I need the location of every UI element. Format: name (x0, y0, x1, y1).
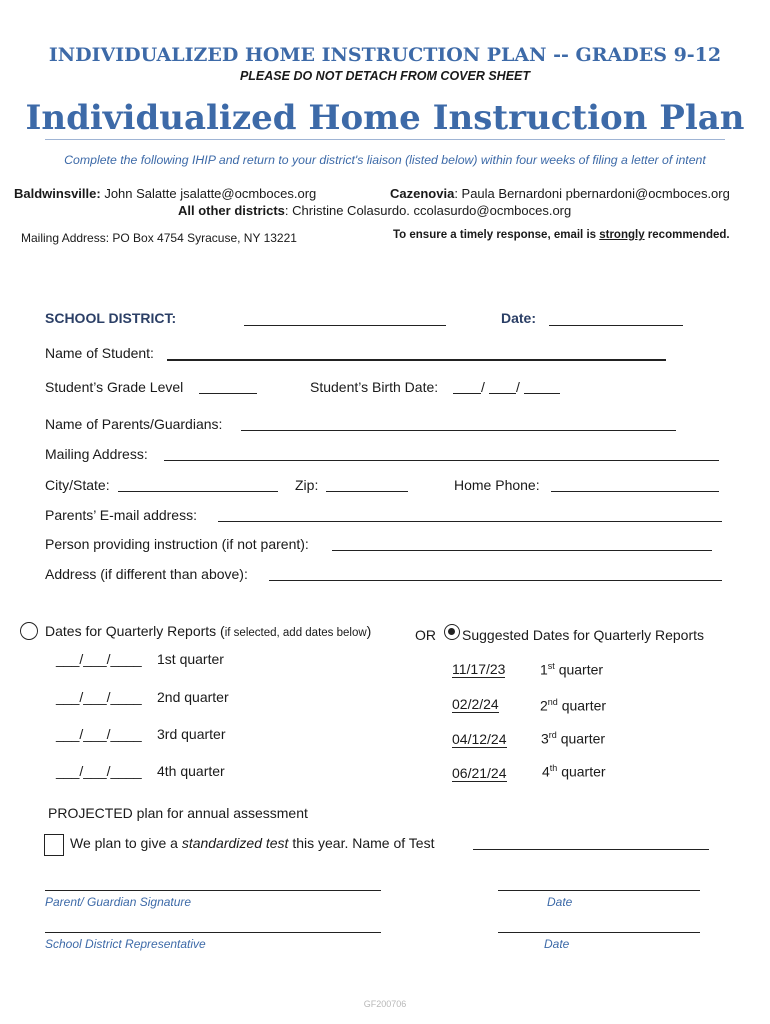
birth-date-slash-2: / (516, 379, 520, 395)
test-text-start: We plan to give a (70, 835, 182, 851)
email-note-start: To ensure a timely response, email is (393, 229, 600, 241)
contact-cazenovia (390, 186, 730, 201)
standardized-test-text (70, 835, 434, 851)
quarter-4-label: 4th quarter (157, 763, 225, 779)
email-recommendation (393, 229, 730, 241)
form-header-subtitle: PLEASE DO NOT DETACH FROM COVER SHEET (239, 69, 531, 83)
quarter-num-4: 4 (542, 763, 550, 780)
mailing-address-label: Mailing Address: (45, 446, 148, 462)
birth-year-field[interactable] (524, 393, 560, 394)
suggested-date-4: 06/21/24 (452, 765, 507, 781)
custom-dates-option-label (45, 623, 371, 639)
suggested-date-2: 02/2/24 (452, 696, 499, 712)
email-note-end: recommended. (644, 229, 730, 241)
parent-signature-label: Parent/ Guardian Signature (45, 895, 192, 909)
parents-email-field[interactable] (218, 521, 722, 522)
baldwinsville-label: Baldwinsville: (14, 186, 101, 201)
cazenovia-contact: : Paula Bernardoni pbernardoni@ocmboces.org (454, 186, 730, 201)
form-code: GF200706 (363, 999, 407, 1009)
parent-signature-field[interactable] (45, 890, 381, 891)
suggested-dates-radio[interactable] (444, 624, 460, 640)
quarter-num-2: 2 (540, 697, 548, 714)
cazenovia-label: Cazenovia (390, 186, 455, 201)
quarter-word-4: quarter (561, 763, 606, 780)
parents-field[interactable] (241, 430, 676, 431)
student-name-field[interactable] (167, 359, 666, 361)
zip-field[interactable] (326, 491, 408, 492)
birth-day-field[interactable] (489, 393, 516, 394)
date-field[interactable] (549, 325, 683, 326)
suggested-quarter-4 (542, 763, 606, 780)
custom-dates-label-text: Dates for Quarterly Reports ( (45, 623, 225, 639)
district-signature-field[interactable] (45, 932, 381, 933)
custom-dates-radio[interactable] (20, 622, 38, 640)
standardized-test-checkbox[interactable] (44, 834, 64, 856)
test-text-emphasis: standardized test (181, 835, 289, 851)
home-phone-label: Home Phone: (454, 477, 540, 493)
instructor-field[interactable] (332, 550, 712, 551)
form-header-title: INDIVIDUALIZED HOME INSTRUCTION PLAN -- GRADES 9-12 (48, 44, 722, 66)
grade-level-field[interactable] (199, 393, 257, 394)
title-rule (45, 139, 725, 140)
quarter-sup-1: st (547, 661, 555, 671)
test-name-field[interactable] (473, 849, 709, 850)
quarter-sup-3: rd (548, 730, 557, 740)
test-text-end: this year. Name of Test (288, 835, 435, 851)
quarter-word-1: quarter (558, 661, 604, 678)
school-district-label: SCHOOL DISTRICT: (45, 310, 177, 326)
suggested-quarter-1 (540, 661, 603, 678)
suggested-dates-option-label: Suggested Dates for Quarterly Reports (462, 627, 705, 643)
quarter-2-blank-date[interactable]: ___/___/____ (56, 689, 142, 705)
student-name-label: Name of Student: (45, 345, 154, 361)
birth-date-slash-1: / (481, 379, 485, 395)
district-signature-label: School District Representative (45, 937, 206, 951)
page-title: Individualized Home Instruction Plan (25, 98, 745, 138)
alt-address-label: Address (if different than above): (45, 566, 248, 582)
district-date-label: Date (544, 937, 570, 951)
mailing-address-liaison: Mailing Address: PO Box 4754 Syracuse, NY 13221 (21, 231, 297, 245)
parent-date-label: Date (547, 895, 573, 909)
suggested-quarter-2 (540, 697, 606, 714)
mailing-address-field[interactable] (164, 460, 719, 461)
parent-signature-date-field[interactable] (498, 890, 700, 891)
quarter-sup-4: th (549, 763, 558, 773)
contact-baldwinsville (14, 186, 316, 201)
suggested-quarter-3 (541, 730, 605, 747)
quarter-word-2: quarter (561, 697, 607, 714)
other-districts-contact: : Christine Colasurdo. ccolasurdo@ocmboces.org (284, 203, 572, 218)
parents-label: Name of Parents/Guardians: (45, 416, 223, 432)
school-district-field[interactable] (244, 325, 446, 326)
birth-month-field[interactable] (453, 393, 481, 394)
city-state-label: City/State: (45, 477, 110, 493)
custom-dates-paren: ) (366, 623, 372, 639)
birth-date-label: Student’s Birth Date: (310, 379, 439, 395)
assessment-heading: PROJECTED plan for annual assessment (48, 805, 308, 821)
suggested-date-1: 11/17/23 (452, 661, 506, 677)
instructor-label: Person providing instruction (if not parent): (45, 536, 309, 552)
quarter-4-blank-date[interactable]: ___/___/____ (56, 763, 142, 779)
or-label: OR (415, 627, 436, 643)
quarter-3-label: 3rd quarter (157, 726, 226, 742)
alt-address-field[interactable] (269, 580, 722, 581)
date-label: Date: (501, 310, 537, 326)
quarter-3-blank-date[interactable]: ___/___/____ (56, 726, 142, 742)
parents-email-label: Parents’ E-mail address: (45, 507, 197, 523)
quarter-sup-2: nd (547, 697, 558, 707)
zip-label: Zip: (295, 477, 319, 493)
other-districts-label: All other districts (178, 203, 285, 218)
instructions-text: Complete the following IHIP and return to your district's liaison (listed below) within four weeks of filing a letter of intent (64, 153, 706, 167)
suggested-date-3: 04/12/24 (452, 731, 507, 747)
baldwinsville-contact: John Salatte jsalatte@ocmboces.org (104, 186, 317, 201)
grade-level-label: Student’s Grade Level (45, 379, 184, 395)
district-signature-date-field[interactable] (498, 932, 700, 933)
contact-other-districts (178, 203, 571, 218)
email-note-strong: strongly (599, 229, 645, 241)
home-phone-field[interactable] (551, 491, 719, 492)
quarter-num-3: 3 (541, 730, 549, 747)
custom-dates-note: if selected, add dates below (224, 627, 367, 639)
quarter-1-label: 1st quarter (157, 651, 224, 667)
quarter-num-1: 1 (540, 661, 548, 678)
quarter-word-3: quarter (560, 730, 606, 747)
quarter-2-label: 2nd quarter (157, 689, 229, 705)
city-state-field[interactable] (118, 491, 278, 492)
quarter-1-blank-date[interactable]: ___/___/____ (56, 651, 142, 667)
